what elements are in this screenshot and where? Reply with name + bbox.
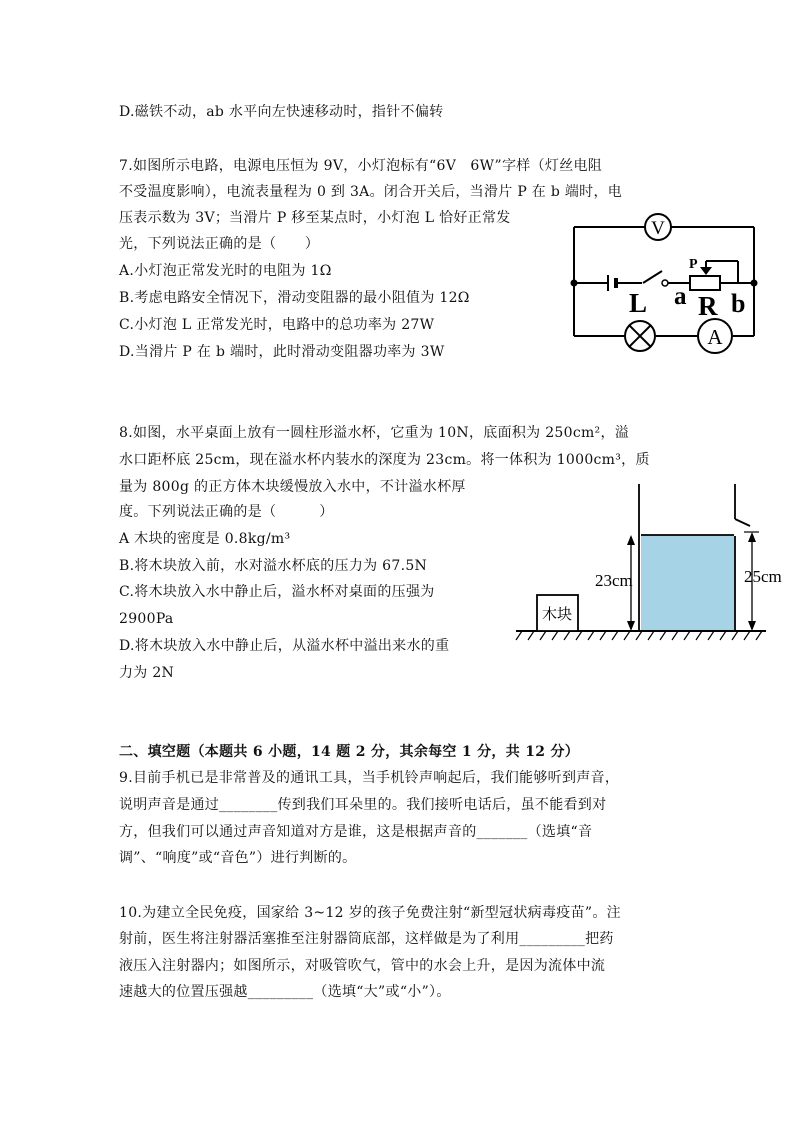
q10-line-3: 液压入注射器内；如图所示，对吸管吹气，管中的水会上升，是因为流体中流	[119, 958, 606, 974]
q8-stem-line-3: 量为 800g 的正方体木块缓慢放入水中，不计溢水杯厚	[119, 479, 466, 495]
ground-hatching	[516, 631, 762, 640]
q7-option-a: A.小灯泡正常发光时的电阻为 1Ω	[119, 263, 332, 279]
q7-stem-line-2: 不受温度影响），电流表量程为 0 到 3A。闭合开关后，当滑片 P 在 b 端时，电	[119, 184, 623, 200]
overflow-cup-diagram	[510, 478, 794, 648]
q8-option-c-cont: 2900Pa	[119, 611, 174, 627]
q9-line-3: 方，但我们可以通过声音知道对方是谁，这是根据声音的_______（选填“音	[119, 824, 593, 840]
water	[641, 535, 734, 631]
spout-height-label: 25cm	[744, 567, 782, 586]
slider-label: P	[689, 257, 698, 272]
q7-option-c: C.小灯泡 L 正常发光时，电路中的总功率为 27W	[119, 317, 435, 333]
q10-line-1: 10.为建立全民免疫，国家给 3~12 岁的孩子免费注射“新型冠状病毒疫苗”。注	[119, 905, 621, 921]
q7-stem-line-1: 7.如图所示电路，电源电压恒为 9V，小灯泡标有“6V 6W”字样（灯丝电阻	[119, 158, 603, 174]
lamp-label: L	[629, 288, 648, 318]
q9-line-2: 说明声音是通过________传到我们耳朵里的。我们接听电话后，虽不能看到对	[119, 797, 607, 813]
q8-option-d-cont: 力为 2N	[119, 665, 175, 681]
resistor-label: R	[698, 291, 718, 321]
end-b-label: b	[731, 289, 746, 318]
section-2-heading: 二、填空题（本题共 6 小题，14 题 2 分，其余每空 1 分，共 12 分）	[119, 744, 580, 760]
q9-line-1: 9.目前手机已是非常普及的通讯工具，当手机铃声响起后，我们能够听到声音，	[119, 770, 620, 786]
q8-stem-line-4: 度。下列说法正确的是（ ）	[119, 504, 334, 520]
q8-option-d: D.将木块放入水中静止后，从溢水杯中溢出来水的重	[119, 638, 450, 654]
wood-block-label: 木块	[541, 607, 573, 623]
q9-line-4: 调”、“响度”或“音色”）进行判断的。	[119, 850, 357, 866]
q8-option-c: C.将木块放入水中静止后，溢水杯对桌面的压强为	[119, 584, 435, 600]
q10-line-2: 射前，医生将注射器活塞推至注射器筒底部，这样做是为了利用_________把药	[119, 931, 614, 947]
q7-option-b: B.考虑电路安全情况下，滑动变阻器的最小阻值为 12Ω	[119, 290, 470, 306]
q8-stem-line-1: 8.如图，水平桌面上放有一圆柱形溢水杯，它重为 10N，底面积为 250cm²，溢	[119, 425, 630, 441]
q8-option-a: A 木块的密度是 0.8kg/m³	[119, 531, 291, 547]
q6-option-d: D.磁铁不动，ab 水平向左快速移动时，指针不偏转	[119, 104, 444, 120]
circuit-diagram	[565, 205, 765, 365]
q8-stem-line-2: 水口距杯底 25cm，现在溢水杯内装水的深度为 23cm。将一体积为 1000cm³，质	[119, 452, 650, 468]
ammeter-label: A	[707, 325, 723, 349]
end-a-label: a	[674, 283, 687, 310]
q7-option-d: D.当滑片 P 在 b 端时，此时滑动变阻器功率为 3W	[119, 344, 445, 360]
q7-stem-line-3: 压表示数为 3V；当滑片 P 移至某点时，小灯泡 L 恰好正常发	[119, 210, 511, 226]
q10-line-4: 速越大的位置压强越_________（选填“大”或“小”）。	[119, 984, 451, 1000]
water-depth-label: 23cm	[595, 571, 633, 590]
q7-stem-line-4: 光，下列说法正确的是（ ）	[119, 236, 320, 252]
q8-option-b: B.将木块放入前，水对溢水杯底的压力为 67.5N	[119, 558, 428, 574]
voltmeter-label: V	[651, 218, 665, 239]
